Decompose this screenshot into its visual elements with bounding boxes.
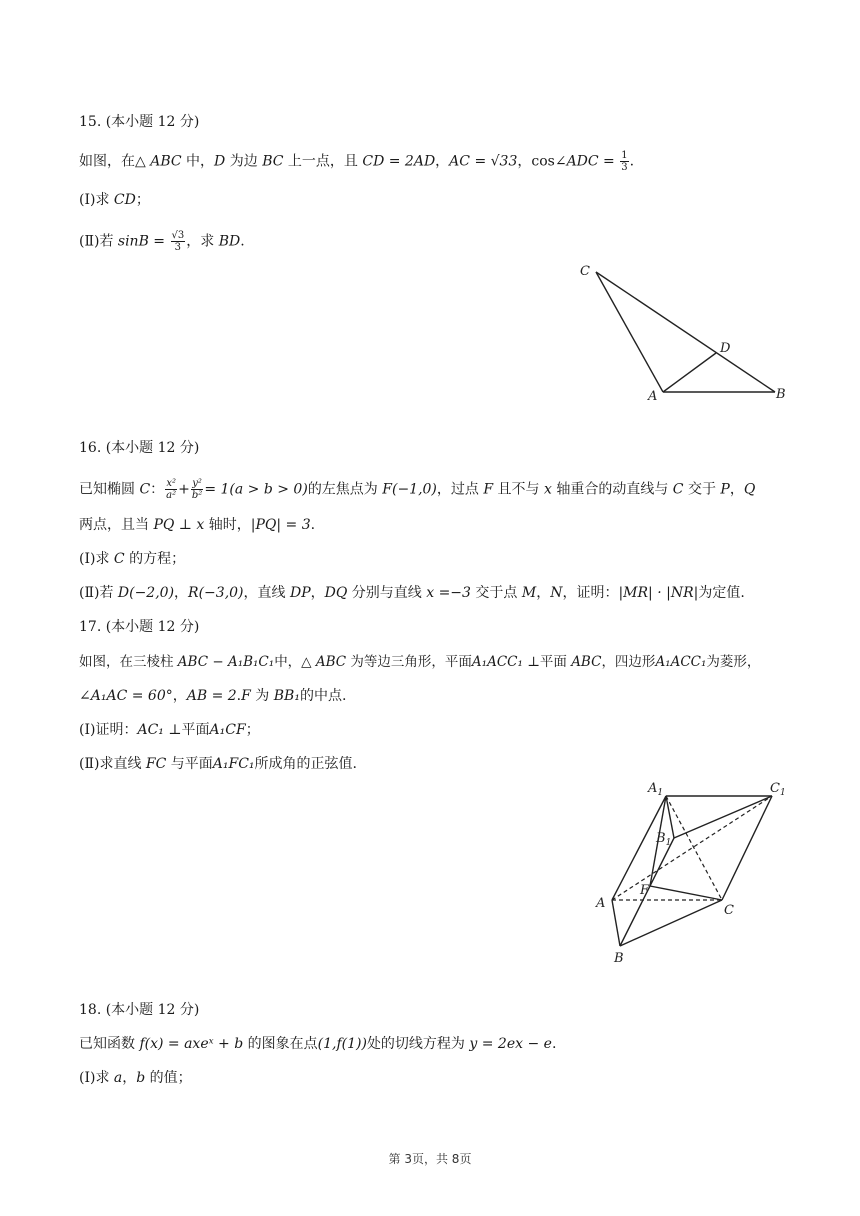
label-d: D — [720, 341, 731, 356]
q16-part2: (Ⅱ)若 D(−2,0)，R(−3,0)，直线 DP，DQ 分别与直线 x =−3 交于点 M，N，证明：|MR| · |NR|为定值. — [79, 585, 745, 601]
label-c1: $C_1$ — [770, 781, 786, 798]
q16-part1: (Ⅰ)求 C 的方程； — [79, 551, 186, 567]
edge-ad — [663, 353, 716, 392]
q17-stem-line2: ∠A₁AC = 60°，AB = 2.F 为 BB₁的中点. — [79, 688, 347, 704]
q17-part1: (Ⅰ)证明：AC₁ ⊥平面A₁CF； — [79, 722, 260, 738]
edge-bc — [620, 900, 722, 946]
edge-ca — [596, 272, 663, 392]
q15-heading: 15. (本小题 12 分) — [79, 114, 200, 130]
label-c: C — [580, 264, 590, 279]
edge-a1c-hidden — [666, 796, 722, 900]
label-f: F — [640, 883, 650, 898]
q18-stem: 已知函数 f(x) = axeˣ + b 的图象在点(1,f(1))处的切线方程为 y = 2ex − e. — [79, 1036, 557, 1052]
label-b1: $B_1$ — [656, 831, 672, 848]
q16-stem-line2: 两点，且当 PQ ⊥ x 轴时，|PQ| = 3. — [79, 517, 316, 533]
q17-part2: (Ⅱ)求直线 FC 与平面A₁FC₁所成角的正弦值. — [79, 756, 357, 772]
edge-cb — [596, 272, 775, 392]
q17-stem-line1: 如图，在三棱柱 ABC − A₁B₁C₁中，△ ABC 为等边三角形，平面A₁ACC₁ ⊥平面 ABC，四边形A₁ACC₁为菱形， — [79, 654, 761, 670]
q16-stem-line1: 已知椭圆 C： $\frac{\text{x²}}{\text{a²}}$ + $\frac{\text{y²}}{\text{b²}}$ = 1(a > b > 0)的左焦点为 F(−1,0)，过点 F 且不与 x 轴重合的动直线与 C 交于 P，Q — [79, 478, 756, 501]
q15-part1: (Ⅰ)求 CD； — [79, 192, 150, 208]
label-c: C — [724, 903, 734, 918]
q15-triangle-figure — [570, 258, 800, 408]
label-a: A — [596, 896, 606, 911]
label-b: B — [614, 951, 624, 966]
label-b: B — [776, 387, 786, 402]
q16-heading: 16. (本小题 12 分) — [79, 440, 200, 456]
q15-part2: (Ⅱ)若 sinB = $\frac{√3}{3}$ ，求 BD. — [79, 230, 245, 253]
edge-fc — [650, 886, 722, 900]
q17-prism-figure — [590, 776, 800, 970]
edge-b1c1 — [674, 796, 772, 838]
edge-ac1-hidden — [612, 796, 772, 900]
q17-heading: 17. (本小题 12 分) — [79, 619, 200, 635]
q15-stem: 如图，在△ ABC 中，D 为边 BC 上一点，且 CD = 2AD，AC = √33，cos∠ADC = $\frac{1}{3}$ . — [79, 150, 635, 173]
edge-ab — [612, 900, 620, 946]
label-a1: $A_1$ — [648, 781, 664, 798]
q18-part1: (Ⅰ)求 a，b 的值； — [79, 1070, 192, 1086]
q18-heading: 18. (本小题 12 分) — [79, 1002, 200, 1018]
label-a: A — [648, 389, 658, 404]
edge-a1a — [612, 796, 666, 900]
page-footer: 第 3页，共 8页 — [388, 1152, 472, 1166]
